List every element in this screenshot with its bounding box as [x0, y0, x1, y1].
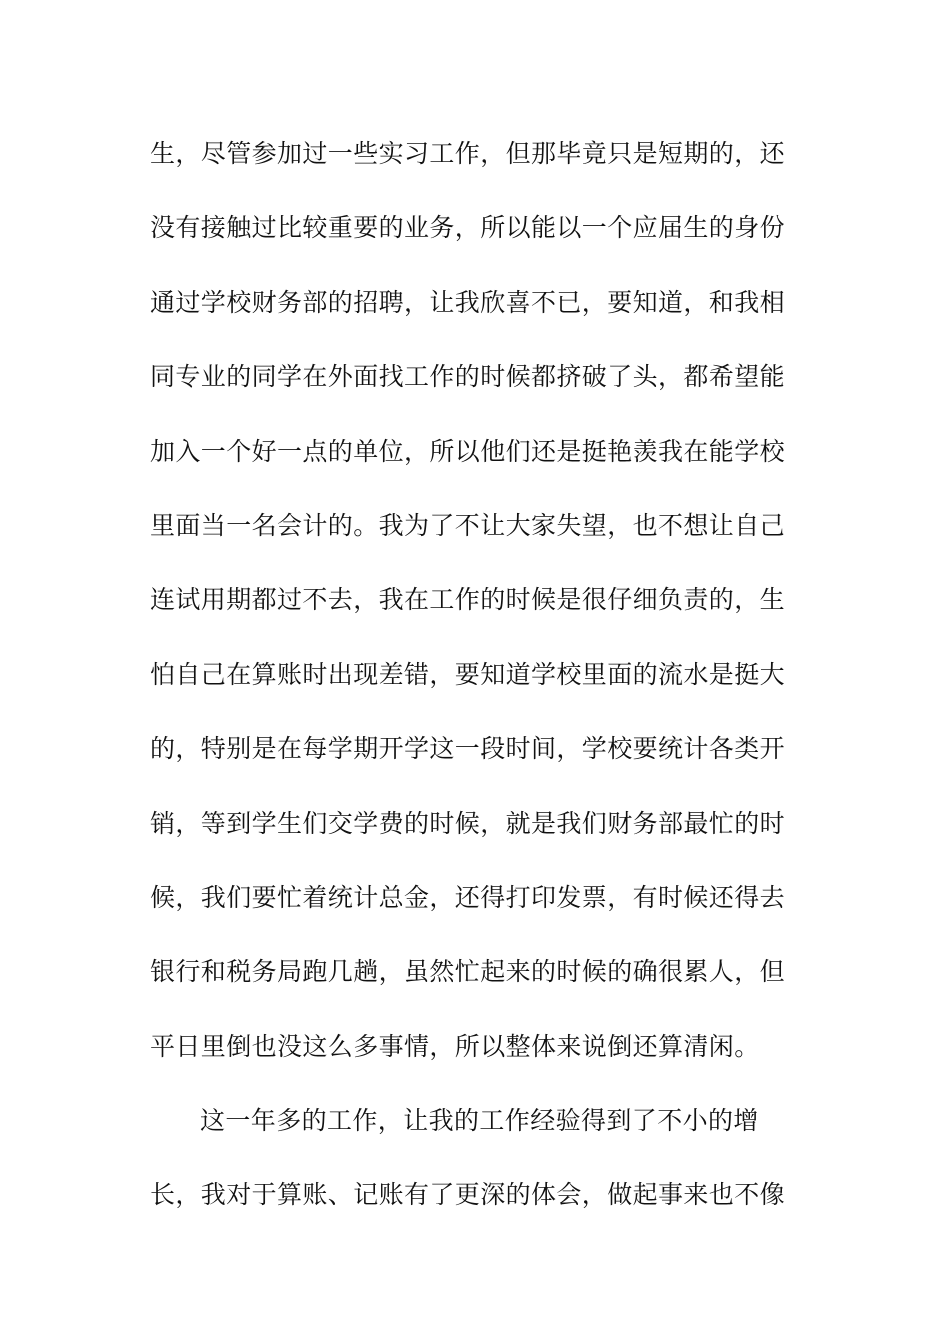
text-line: 长，我对于算账、记账有了更深的体会，做起事来也不像 — [150, 1180, 786, 1210]
text-line: 的，特别是在每学期开学这一段时间，学校要统计各类开 — [150, 734, 786, 764]
text-line: 候，我们要忙着统计总金，还得打印发票，有时候还得去 — [150, 882, 786, 912]
text-line: 怕自己在算账时出现差错，要知道学校里面的流水是挺大 — [150, 659, 786, 689]
text-line: 通过学校财务部的招聘，让我欣喜不已，要知道，和我相 — [150, 287, 786, 317]
text-line: 加入一个好一点的单位，所以他们还是挺艳羡我在能学校 — [150, 436, 786, 466]
body-text — [150, 128, 800, 1244]
text-line: 没有接触过比较重要的业务，所以能以一个应届生的身份 — [150, 213, 786, 243]
text-line: 银行和税务局跑几趟，虽然忙起来的时候的确很累人，但 — [150, 957, 786, 987]
text-line: 里面当一名会计的。我为了不让大家失望，也不想让自己 — [150, 510, 786, 540]
text-line: 平日里倒也没这么多事情，所以整体来说倒还算清闲。 — [150, 1031, 760, 1061]
paragraph-start-line: 这一年多的工作，让我的工作经验得到了不小的增 — [200, 1106, 759, 1136]
text-line: 销，等到学生们交学费的时候，就是我们财务部最忙的时 — [150, 808, 786, 838]
text-line: 同专业的同学在外面找工作的时候都挤破了头，都希望能 — [150, 362, 786, 392]
text-line: 连试用期都过不去，我在工作的时候是很仔细负责的，生 — [150, 585, 786, 615]
text-line: 生，尽管参加过一些实习工作，但那毕竟只是短期的，还 — [150, 139, 786, 168]
